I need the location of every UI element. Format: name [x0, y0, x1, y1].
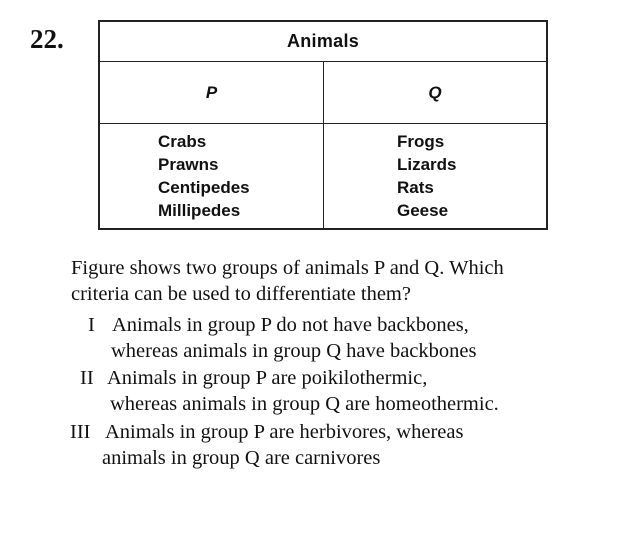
- statement-1-continued: whereas animals in group Q have backbones: [111, 340, 477, 362]
- statement-line: Animals in group P are poikilothermic,: [107, 367, 428, 389]
- group-q-item: Frogs: [397, 132, 445, 151]
- group-p-item: Centipedes: [158, 178, 250, 197]
- statement-numeral: III: [70, 421, 91, 443]
- question-text: [71, 256, 616, 307]
- table-title: Animals: [100, 22, 546, 62]
- question-number: 22.: [30, 24, 64, 54]
- group-q-list: [397, 130, 457, 222]
- group-p-item: Prawns: [158, 155, 219, 174]
- statement-2-continued: whereas animals in group Q are homeothermic.: [110, 393, 499, 415]
- column-divider: [323, 62, 324, 228]
- question-line: Figure shows two groups of animals P and Q. Which: [71, 257, 504, 279]
- statement-line: Animals in group P are herbivores, whereas: [105, 421, 464, 443]
- statement-1: [88, 313, 469, 339]
- statement-3-continued: animals in group Q are carnivores: [102, 447, 381, 469]
- column-header-p: P: [205, 83, 218, 102]
- statement-2: [80, 366, 427, 392]
- statement-numeral: II: [80, 367, 94, 389]
- group-p-list: [158, 130, 250, 222]
- group-p-item: Crabs: [158, 132, 207, 151]
- column-header-q: Q: [428, 83, 442, 102]
- group-q-item: Lizards: [397, 155, 457, 174]
- group-q-item: Geese: [397, 201, 449, 220]
- group-p-item: Millipedes: [158, 201, 241, 220]
- statement-line: Animals in group P do not have backbones,: [112, 314, 469, 336]
- group-q-item: Rats: [397, 178, 434, 197]
- statement-numeral: I: [88, 314, 95, 336]
- animals-table: [98, 20, 548, 230]
- statement-3: [70, 420, 463, 446]
- question-line: criteria can be used to differentiate them?: [71, 282, 411, 305]
